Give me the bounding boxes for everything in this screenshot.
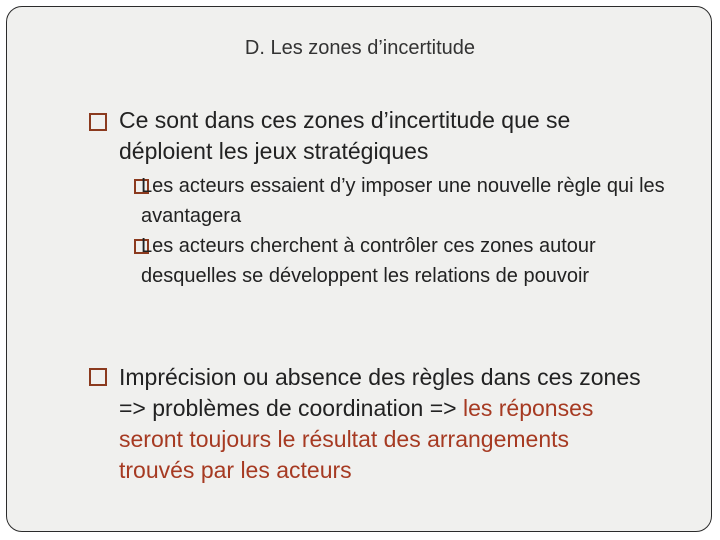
bullet-2-text-accent: les réponses seront toujours le résultat des arrangements trouvés par les acteurs xyxy=(119,395,594,483)
bullet-2-text xyxy=(119,362,644,486)
sub-bullet-1-text xyxy=(141,171,671,231)
sub-bullet-2-text xyxy=(141,231,676,291)
sub-bullet-2-label: Les acteurs cherchent à contrôler ces zones autour desquelles se développent les relations de pouvoir xyxy=(141,235,596,287)
square-bullet-icon xyxy=(89,368,107,386)
slide-title: D. Les zones d’incertitude xyxy=(244,37,476,59)
bullet-2-text-plain: Imprécision ou absence des règles dans ces zones => problèmes de coordination => xyxy=(119,364,641,421)
square-bullet-icon xyxy=(89,113,107,131)
bullet-1-text: Ce sont dans ces zones d’incertitude que se déploient les jeux stratégiques xyxy=(119,107,571,164)
sub-bullet-1-label: Les acteurs essaient d’y imposer une nouvelle règle qui les avantagera xyxy=(141,175,665,227)
